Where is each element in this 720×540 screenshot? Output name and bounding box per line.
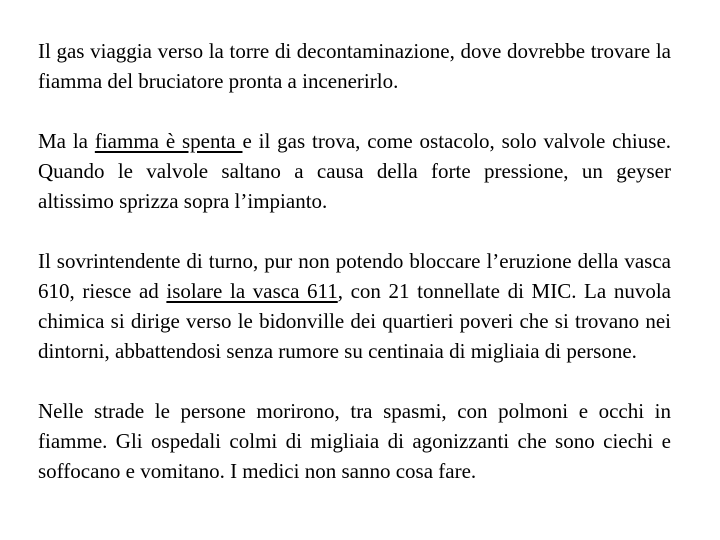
paragraph-3 (38, 246, 671, 366)
document-body (38, 36, 671, 486)
paragraph-1-text: Il gas viaggia verso la torre di decontaminazione, dove dovrebbe trovare la fiamma del bruciatore pronta a incenerirlo. (38, 39, 671, 93)
underlined-phrase-isolare-vasca: isolare la vasca 611 (166, 279, 338, 303)
paragraph-2 (38, 126, 671, 216)
paragraph-1 (38, 36, 671, 96)
paragraph-2-text-start: Ma la (38, 129, 95, 153)
paragraph-3-text-start: Il sovrintendente di turno, pur non potendo bloccare l’eruzione della vasca 610, riesce ad (38, 249, 671, 303)
paragraph-2-text-end: e il gas trova, come ostacolo, solo valvole chiuse. Quando le valvole saltano a causa della forte pressione, un geyser altissimo sprizza sopra l’impianto. (38, 129, 672, 213)
paragraph-4-text: Nelle strade le persone morirono, tra spasmi, con polmoni e occhi in fiamme. Gli ospedali colmi di migliaia di agonizzanti che sono ciechi e soffocano e vomitano. I medici non sanno cosa fare. (38, 399, 671, 483)
paragraph-3-text-end: , con 21 tonnellate di MIC. La nuvola chimica si dirige verso le bidonville dei quartieri poveri che si trovano nei dintorni, abbattendosi senza rumore su centinaia di migliaia di persone. (38, 279, 671, 363)
paragraph-4 (38, 396, 671, 486)
underlined-phrase-fiamma-spenta: fiamma è spenta (94, 129, 243, 153)
